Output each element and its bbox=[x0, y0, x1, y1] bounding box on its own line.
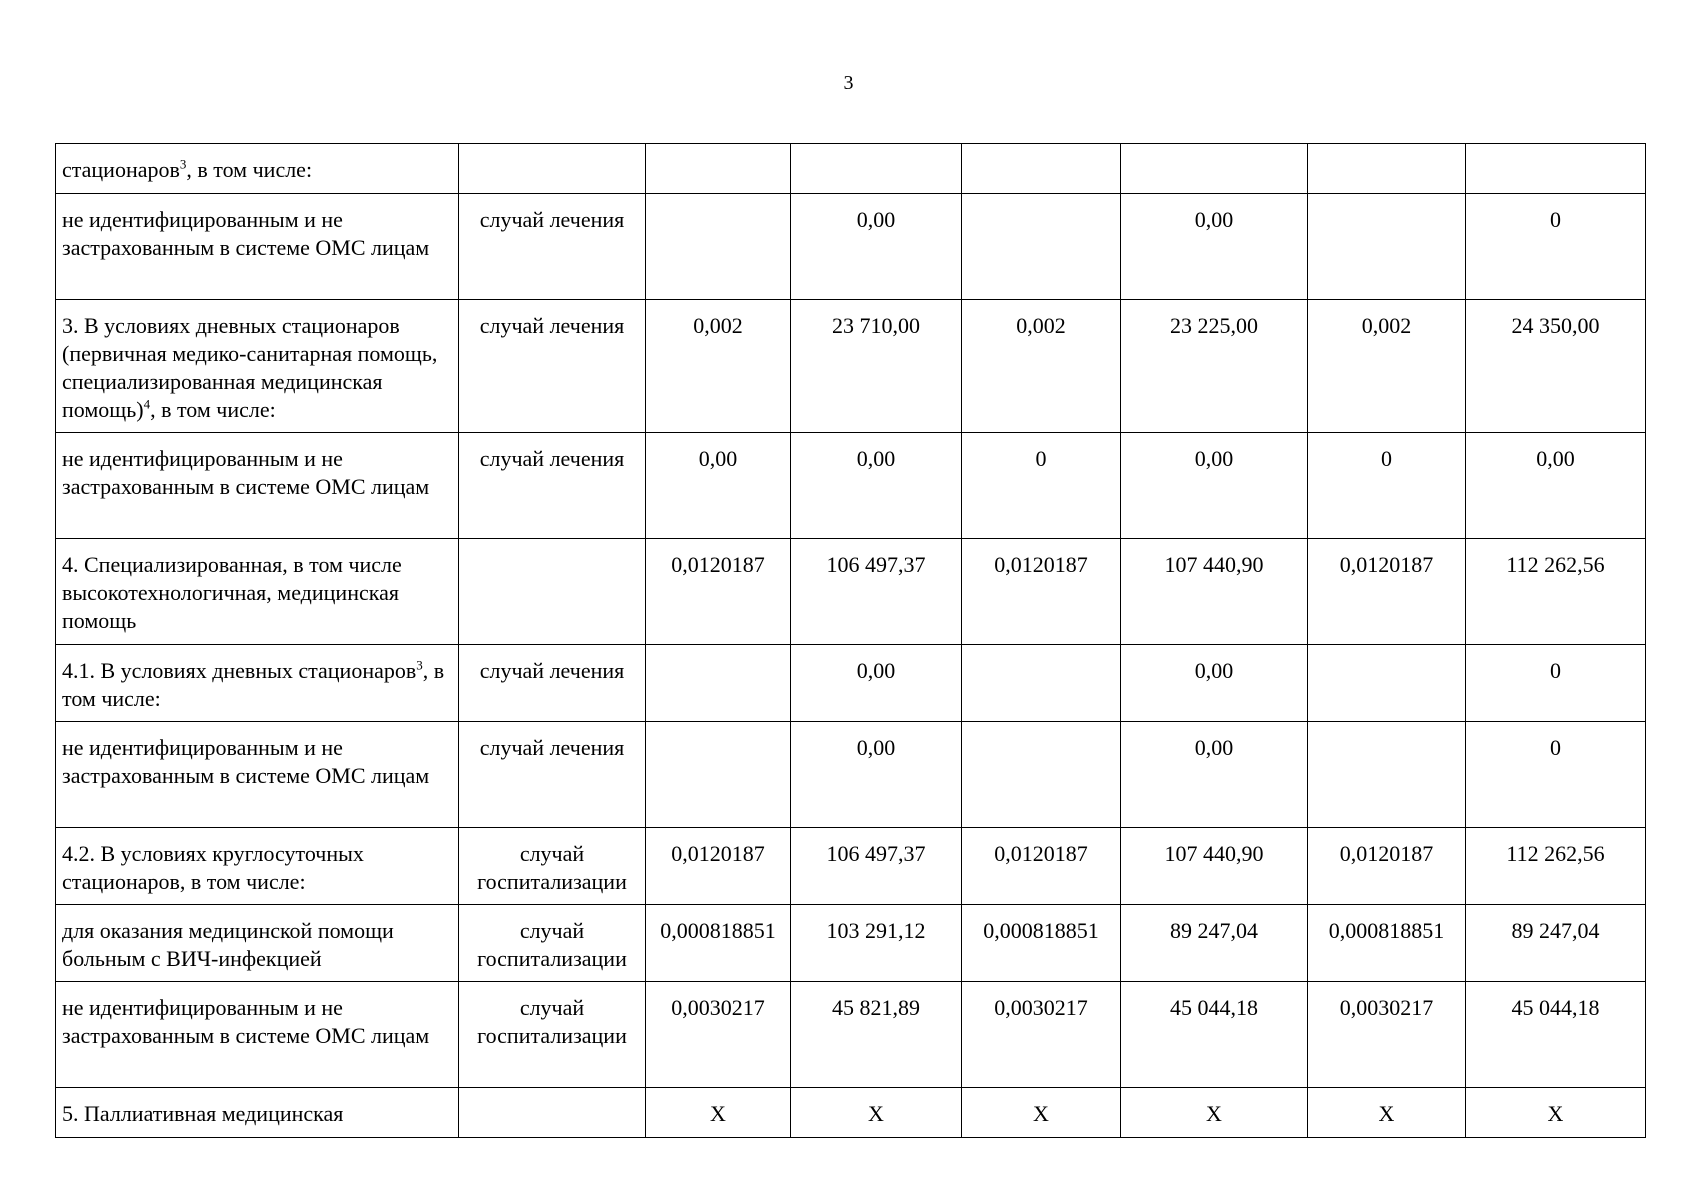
unit-cell: случай лечения bbox=[459, 722, 646, 828]
value-cell bbox=[962, 722, 1121, 828]
value-cell bbox=[1308, 194, 1466, 300]
value-cell bbox=[1121, 144, 1308, 194]
table-row bbox=[56, 722, 1646, 828]
row-name: 5. Паллиативная медицинская bbox=[62, 1101, 344, 1126]
value-cell: 112 262,56 bbox=[1466, 539, 1646, 645]
value-cell: 0,0120187 bbox=[646, 828, 791, 905]
value-cell: 0 bbox=[1308, 433, 1466, 539]
value-cell bbox=[646, 144, 791, 194]
row-name-continuation: , в том числе: bbox=[62, 658, 445, 711]
footnote-marker: 4 bbox=[143, 396, 151, 412]
value-cell: 0,0030217 bbox=[1308, 982, 1466, 1088]
value-cell bbox=[1308, 645, 1466, 722]
value-cell: 45 821,89 bbox=[791, 982, 962, 1088]
row-name-cell bbox=[56, 982, 459, 1088]
value-cell: 0,00 bbox=[791, 194, 962, 300]
unit-cell bbox=[459, 539, 646, 645]
value-cell: 0,0120187 bbox=[962, 828, 1121, 905]
value-cell: 0,0030217 bbox=[646, 982, 791, 1088]
value-cell: 0 bbox=[962, 433, 1121, 539]
table-row bbox=[56, 905, 1646, 982]
value-cell: 45 044,18 bbox=[1466, 982, 1646, 1088]
value-cell bbox=[1308, 722, 1466, 828]
value-cell bbox=[1466, 144, 1646, 194]
value-cell bbox=[1308, 144, 1466, 194]
value-cell: 45 044,18 bbox=[1121, 982, 1308, 1088]
value-cell: 0,00 bbox=[791, 645, 962, 722]
table-row bbox=[56, 1088, 1646, 1138]
row-name: не идентифицированным и не застрахованным в системе ОМС лицам bbox=[62, 735, 430, 788]
value-cell: 0,00 bbox=[646, 433, 791, 539]
row-name-cell bbox=[56, 722, 459, 828]
row-name-cell bbox=[56, 905, 459, 982]
value-cell: 0,00 bbox=[1466, 433, 1646, 539]
row-name-cell bbox=[56, 194, 459, 300]
unit-cell: случай лечения bbox=[459, 645, 646, 722]
value-cell: 0 bbox=[1466, 722, 1646, 828]
table-row bbox=[56, 433, 1646, 539]
value-cell: 106 497,37 bbox=[791, 539, 962, 645]
table-body bbox=[56, 144, 1646, 1138]
row-name: 3. В условиях дневных стационаров (первичная медико-санитарная помощь, специализированная медицинская помощь) bbox=[62, 313, 438, 422]
unit-cell: случай лечения bbox=[459, 194, 646, 300]
value-cell: 107 440,90 bbox=[1121, 828, 1308, 905]
row-name: для оказания медицинской помощи больным с ВИЧ-инфекцией bbox=[62, 918, 394, 971]
value-cell: Х bbox=[1121, 1088, 1308, 1138]
row-name-cell bbox=[56, 1088, 459, 1138]
value-cell: 0,0120187 bbox=[1308, 539, 1466, 645]
footnote-marker: 3 bbox=[416, 657, 423, 673]
row-name: не идентифицированным и не застрахованным в системе ОМС лицам bbox=[62, 446, 430, 499]
value-cell: Х bbox=[646, 1088, 791, 1138]
value-cell: 0,002 bbox=[1308, 300, 1466, 433]
value-cell: 106 497,37 bbox=[791, 828, 962, 905]
table-row bbox=[56, 828, 1646, 905]
row-name: не идентифицированным и не застрахованным в системе ОМС лицам bbox=[62, 207, 430, 260]
row-name: 4.1. В условиях дневных стационаров bbox=[62, 658, 417, 683]
row-name-cell bbox=[56, 828, 459, 905]
value-cell: 0,002 bbox=[962, 300, 1121, 433]
page-number: 3 bbox=[843, 72, 854, 94]
row-name-cell bbox=[56, 144, 459, 194]
value-cell: Х bbox=[962, 1088, 1121, 1138]
value-cell: Х bbox=[1308, 1088, 1466, 1138]
row-name: стационаров bbox=[62, 157, 180, 182]
value-cell bbox=[962, 144, 1121, 194]
value-cell: 89 247,04 bbox=[1121, 905, 1308, 982]
value-cell bbox=[646, 722, 791, 828]
unit-cell: случай лечения bbox=[459, 300, 646, 433]
value-cell: 0,0120187 bbox=[962, 539, 1121, 645]
value-cell: 0 bbox=[1466, 645, 1646, 722]
value-cell: 0,0030217 bbox=[962, 982, 1121, 1088]
row-name-cell bbox=[56, 645, 459, 722]
value-cell: 0,000818851 bbox=[962, 905, 1121, 982]
table-row bbox=[56, 982, 1646, 1088]
row-name-continuation: , в том числе: bbox=[150, 397, 276, 422]
row-name-cell bbox=[56, 539, 459, 645]
value-cell: 0,00 bbox=[1121, 194, 1308, 300]
footnote-marker: 3 bbox=[179, 156, 187, 172]
value-cell: 0,00 bbox=[791, 722, 962, 828]
value-cell bbox=[962, 645, 1121, 722]
value-cell: Х bbox=[791, 1088, 962, 1138]
value-cell: 0 bbox=[1466, 194, 1646, 300]
row-name: 4.2. В условиях круглосуточных стационаров, в том числе: bbox=[62, 841, 364, 894]
table-row bbox=[56, 144, 1646, 194]
value-cell: 112 262,56 bbox=[1466, 828, 1646, 905]
unit-cell bbox=[459, 1088, 646, 1138]
value-cell bbox=[791, 144, 962, 194]
value-cell: 0,00 bbox=[1121, 722, 1308, 828]
table-row bbox=[56, 194, 1646, 300]
value-cell: 0,0120187 bbox=[1308, 828, 1466, 905]
value-cell: 23 710,00 bbox=[791, 300, 962, 433]
value-cell: 0,00 bbox=[1121, 645, 1308, 722]
unit-cell: случай госпитализации bbox=[459, 828, 646, 905]
value-cell: 23 225,00 bbox=[1121, 300, 1308, 433]
value-cell: 89 247,04 bbox=[1466, 905, 1646, 982]
value-cell: 24 350,00 bbox=[1466, 300, 1646, 433]
unit-cell bbox=[459, 144, 646, 194]
value-cell bbox=[962, 194, 1121, 300]
unit-cell: случай лечения bbox=[459, 433, 646, 539]
value-cell: 0,000818851 bbox=[646, 905, 791, 982]
value-cell bbox=[646, 645, 791, 722]
row-name-cell bbox=[56, 300, 459, 433]
table-row bbox=[56, 539, 1646, 645]
value-cell: 0,00 bbox=[791, 433, 962, 539]
row-name: не идентифицированным и не застрахованным в системе ОМС лицам bbox=[62, 995, 430, 1048]
value-cell bbox=[646, 194, 791, 300]
data-table bbox=[55, 143, 1646, 1138]
value-cell: 0,000818851 bbox=[1308, 905, 1466, 982]
value-cell: 0,0120187 bbox=[646, 539, 791, 645]
row-name: 4. Специализированная, в том числе высокотехнологичная, медицинская помощь bbox=[62, 552, 402, 633]
table-row bbox=[56, 300, 1646, 433]
value-cell: 0,002 bbox=[646, 300, 791, 433]
value-cell: 0,00 bbox=[1121, 433, 1308, 539]
row-name-cell bbox=[56, 433, 459, 539]
value-cell: 107 440,90 bbox=[1121, 539, 1308, 645]
value-cell: 103 291,12 bbox=[791, 905, 962, 982]
value-cell: Х bbox=[1466, 1088, 1646, 1138]
unit-cell: случай госпитализации bbox=[459, 905, 646, 982]
table-row bbox=[56, 645, 1646, 722]
row-name-continuation: , в том числе: bbox=[186, 157, 313, 182]
unit-cell: случай госпитализации bbox=[459, 982, 646, 1088]
